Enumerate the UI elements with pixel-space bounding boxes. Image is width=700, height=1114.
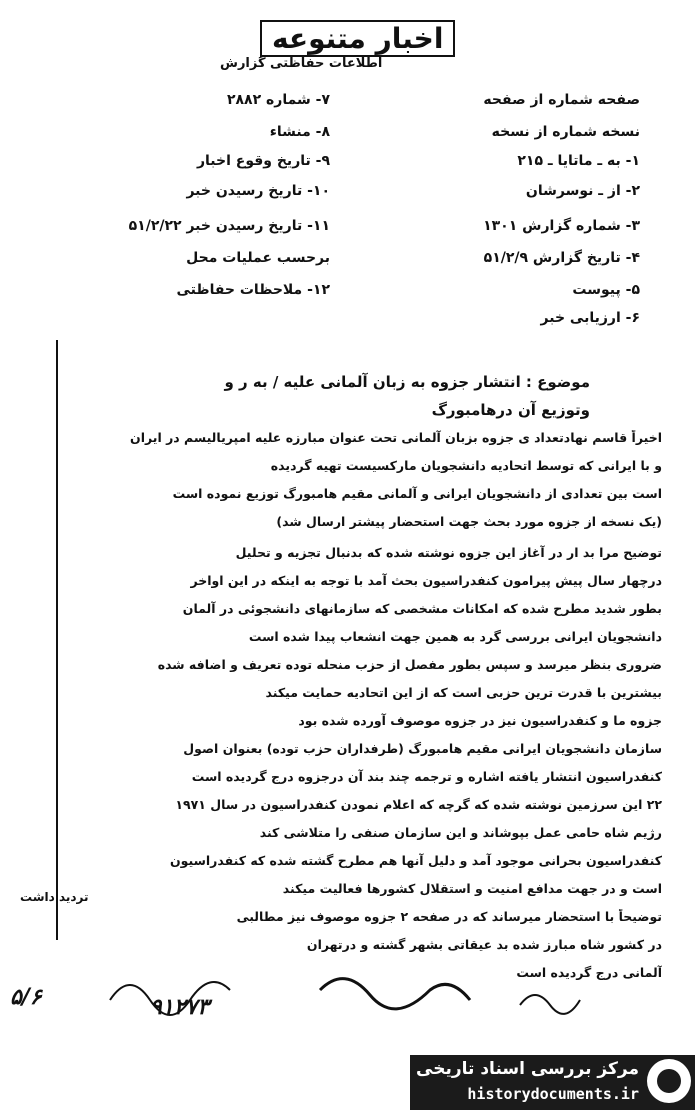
body-line: اخیراً قاسم نهادتعداد ی جزوه بزبان آلمانی تحت عنوان مبارزه علیه امپریالیسم در ایران [130, 430, 662, 445]
body-line: و با ایرانی که توسط اتحادیه دانشجویان مارکسیست تهیه گردیده [270, 458, 662, 473]
body-line: است و در جهت مدافع امنیت و استقلال کشورها فعالیت میکند [282, 881, 662, 896]
body-line: درچهار سال پیش پیرامون کنفدراسیون بحث آمد با توجه به اینکه در این اواخر [190, 573, 662, 588]
signature-date: ۵/۶ [10, 985, 42, 1010]
header-left-3: ۹- تاریخ وقوع اخبار [196, 153, 330, 169]
header-left-6: برحسب عملیات محل [186, 250, 330, 266]
header-right-1: صفحه شماره از صفحه [483, 92, 640, 108]
header-right-5: ۳- شماره گزارش ۱۳۰۱ [483, 218, 640, 234]
footer-title: مرکز بررسی اسناد تاریخی [416, 1059, 639, 1079]
body-line: توضیحاً با استحضار میرساند که در صفحه ۲ جزوه موصوف نیز مطالبی [236, 909, 662, 924]
header-right-3: ۱- به ـ ماتایا ـ ۲۱۵ [517, 153, 640, 169]
header-left-4: ۱۰- تاریخ رسیدن خبر [186, 183, 330, 199]
header-right-8: ۶- ارزیابی خبر [540, 310, 640, 326]
body-line: بیشترین با قدرت ترین حزبی است که از این اتحادیه حمایت میکند [265, 685, 662, 700]
body-line: (یک نسخه از جزوه مورد بحث جهت استحضار پیشتر ارسال شد) [276, 514, 662, 529]
body-line: ۲۲ این سرزمین نوشته شده که گرچه که اعلام نمودن کنفدراسیون در سال ۱۹۷۱ [175, 797, 662, 812]
stamp-subtitle: اطلاعات حفاظتی گزارش [220, 56, 383, 71]
header-right-6: ۴- تاریخ گزارش ۵۱/۲/۹ [483, 250, 640, 266]
header-stamp [220, 20, 490, 80]
signature-scribbles [90, 960, 610, 1030]
margin-rule [56, 340, 58, 940]
subject-line-1: موضوع : انتشار جزوه به زبان آلمانی علیه / به ر و [224, 373, 590, 391]
header-right-2: نسخه شماره از نسخه [491, 124, 640, 140]
footer-url: historydocuments.ir [467, 1085, 639, 1103]
header-left-1: ۷- شماره ۲۸۸۲ [226, 92, 330, 108]
body-line: سازمان دانشجویان ایرانی مقیم هامبورگ (طرفداران حزب توده) بعنوان اصول [183, 741, 662, 756]
body-line: جزوه ما و کنفدراسیون نیز در جزوه موصوف آورده شده بود [298, 713, 662, 728]
header-right-4: ۲- از ـ نوسرشان [525, 183, 640, 199]
body-line: در کشور شاه مبارز شده بد عیقاتی بشهر گشته و درتهران [306, 937, 662, 952]
body-line: بطور شدید مطرح شده که امکانات مشخصی که سازمانهای دانشجوئی در آلمان [182, 601, 662, 616]
margin-note: تردید داشت [20, 890, 89, 904]
header-right-7: ۵- پیوست [572, 282, 640, 298]
subject-line-2: وتوزیع آن درهامبورگ [431, 401, 590, 419]
body-line: آلمانی درج گردیده است [516, 965, 662, 980]
footer-watermark [410, 1055, 695, 1110]
body-line: کنفدراسیون انتشار یافته اشاره و ترجمه چند بند آن درجزوه درج گردیده است [191, 769, 662, 784]
subject-block [170, 368, 590, 424]
header-left-5: ۱۱- تاریخ رسیدن خبر ۵۱/۲/۲۲ [128, 218, 330, 234]
body-line: ضروری بنظر میرسد و سپس بطور مفصل از حزب منحله توده تعریف و اضافه شده [157, 657, 662, 672]
stamp-title: اخبار متنوعه [260, 20, 455, 57]
archive-logo-icon [647, 1059, 691, 1103]
body-line: است بین تعدادی از دانشجویان ایرانی و آلمانی مقیم هامبورگ توزیع نموده است [172, 486, 662, 501]
body-line: کنفدراسیون بحرانی موجود آمد و دلیل آنها هم مطرح گشته شده که کنفدراسیون [170, 853, 662, 868]
body-line: رژیم شاه حامی عمل بپوشاند و این سازمان صنفی را متلاشی کند [259, 825, 662, 840]
header-left-2: ۸- منشاء [269, 124, 330, 140]
signature-number: ۹۱۲۷۳ [150, 995, 210, 1020]
signature-area [0, 960, 700, 1040]
body-line: دانشجویان ایرانی بررسی گرد به همین جهت انشعاب پیدا شده است [248, 629, 662, 644]
header-left-7: ۱۲- ملاحظات حفاظتی [176, 282, 330, 298]
body-line: توضیح مرا بد ار در آغاز این جزوه نوشته شده که بدنبال تجزیه و تحلیل [235, 545, 662, 560]
